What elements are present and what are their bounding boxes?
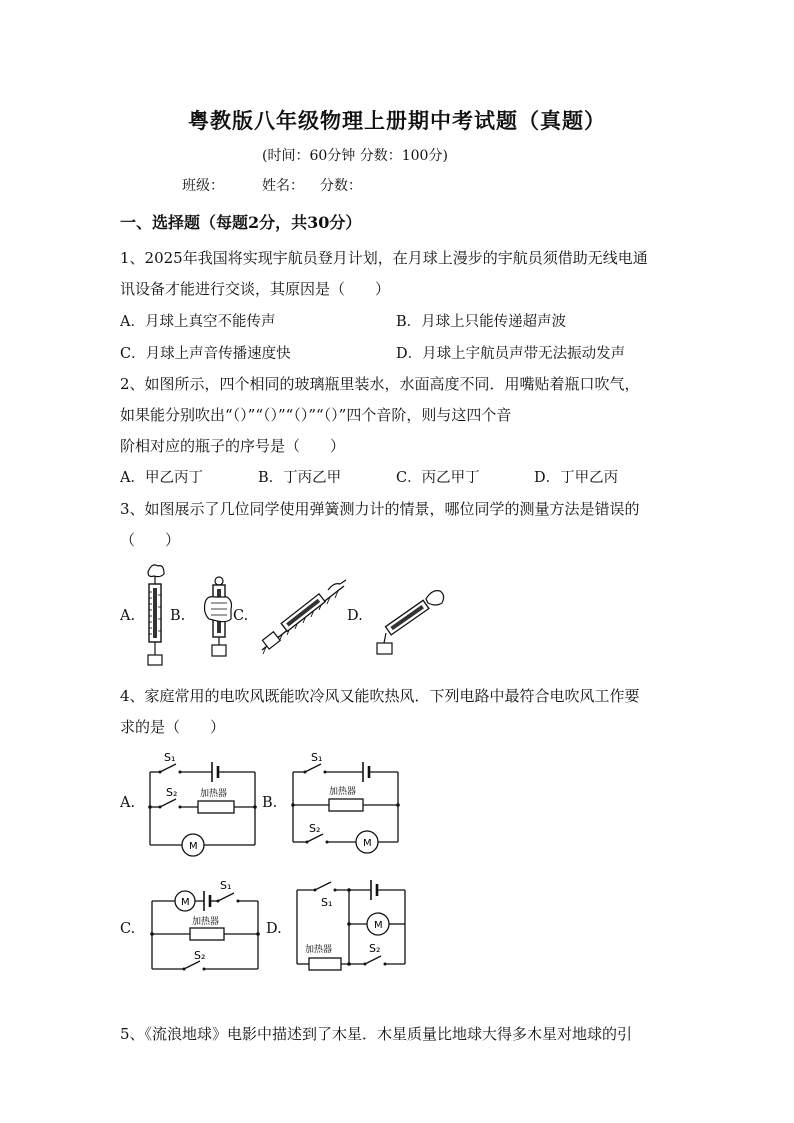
spring-scale-figure-b — [203, 575, 235, 660]
q4-figure-label-a: A. — [120, 795, 136, 811]
q4-figure-label-d: D. — [266, 921, 282, 937]
spring-scale-figure-a — [140, 562, 170, 670]
circuit-a-s2: S₂ — [166, 786, 178, 799]
circuit-a-motor: M — [189, 841, 198, 852]
circuit-b-motor: M — [363, 838, 372, 849]
circuit-d-s2: S₂ — [369, 942, 381, 955]
name-field-label: 姓名： — [262, 178, 304, 194]
question-2-option-d: D．丁甲乙丙 — [534, 470, 619, 486]
circuit-b-s1: S₁ — [311, 751, 323, 764]
spring-scale-figure-c — [258, 572, 348, 657]
circuit-d — [287, 872, 412, 977]
circuit-c-s1: S₁ — [220, 879, 232, 892]
q4-figure-label-b: B. — [262, 795, 278, 811]
circuit-a-s1: S₁ — [164, 751, 176, 764]
class-field-label: 班级： — [182, 178, 224, 194]
exam-info: (时间：60分钟 分数：100分) — [262, 148, 448, 164]
score-field-label: 分数： — [320, 178, 362, 194]
question-2-line-1: 2、如图所示，四个相同的玻璃瓶里装水，水面高度不同．用嘴贴着瓶口吹气， — [120, 375, 640, 393]
question-1-option-a: A．月球上真空不能传声 — [120, 314, 276, 330]
circuit-d-motor: M — [374, 920, 383, 931]
circuit-a — [140, 750, 265, 860]
question-2-option-b: B．丁丙乙甲 — [258, 470, 342, 486]
q3-figure-label-b: B. — [170, 608, 186, 624]
question-2-line-3: 阶相对应的瓶子的序号是（ ） — [120, 437, 346, 455]
circuit-d-heater-label: 加热器 — [305, 945, 333, 955]
circuit-c — [140, 877, 265, 982]
question-4-line-1: 4、家庭常用的电吹风既能吹冷风又能吹热风．下列电路中最符合电吹风工作要 — [120, 687, 640, 705]
question-1-line-2: 讯设备才能进行交谈，其原因是（ ） — [120, 280, 391, 298]
q3-figure-label-c: C. — [233, 608, 249, 624]
question-3-line-1: 3、如图展示了几位同学使用弹簧测力计的情景，哪位同学的测量方法是错误的 — [120, 500, 640, 518]
question-4-line-2: 求的是（ ） — [120, 718, 226, 736]
circuit-c-heater-label: 加热器 — [192, 917, 220, 927]
question-1-option-c: C．月球上声音传播速度快 — [120, 346, 291, 362]
question-2-line-2: 如果能分别吹出“（）”“（）”“（）”“（）”四个音阶，则与这四个音 — [120, 406, 512, 424]
circuit-c-motor: M — [181, 897, 190, 908]
question-2-option-c: C．丙乙甲丁 — [396, 470, 480, 486]
q4-figure-label-c: C. — [120, 921, 136, 937]
circuit-b — [283, 750, 408, 860]
spring-scale-figure-d — [372, 585, 447, 657]
circuit-a-heater-label: 加热器 — [200, 789, 228, 799]
circuit-b-s2: S₂ — [309, 822, 321, 835]
circuit-c-s2: S₂ — [194, 949, 206, 962]
circuit-d-s1: S₁ — [321, 896, 333, 909]
question-3-line-2: （ ） — [120, 531, 181, 549]
circuit-b-heater-label: 加热器 — [329, 787, 357, 797]
question-1-line-1: 1、2025年我国将实现宇航员登月计划，在月球上漫步的宇航员须借助无线电通 — [120, 249, 648, 267]
question-1-option-d: D．月球上宇航员声带无法振动发声 — [396, 346, 626, 362]
question-5-line-1: 5、《流浪地球》电影中描述到了木星．木星质量比地球大得多木星对地球的引 — [120, 1025, 633, 1043]
question-1-option-b: B．月球上只能传递超声波 — [396, 314, 567, 330]
q3-figure-label-d: D. — [347, 608, 363, 624]
page-title: 粤教版八年级物理上册期中考试题（真题） — [188, 108, 606, 133]
q3-figure-label-a: A. — [120, 608, 136, 624]
section-heading: 一、选择题（每题2分，共30分） — [120, 213, 362, 232]
question-2-option-a: A．甲乙丙丁 — [120, 470, 203, 486]
